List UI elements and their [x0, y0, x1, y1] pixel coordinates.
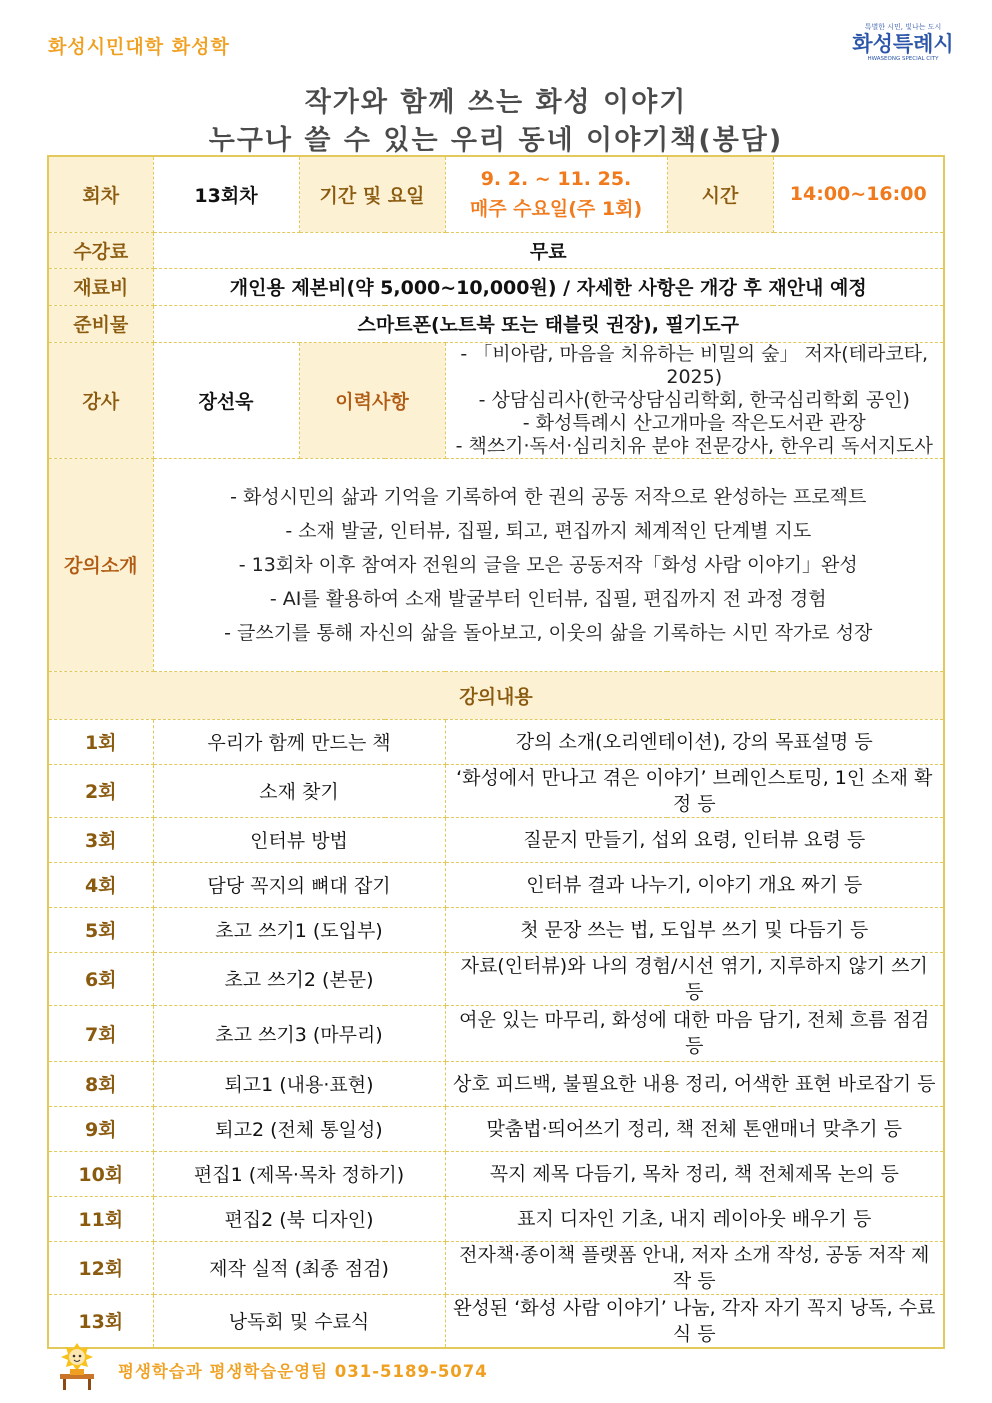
session-topic: 편집1 (제목·목차 정하기)	[153, 1151, 445, 1196]
session-topic: 제작 실적 (최종 점검)	[153, 1241, 445, 1294]
info-row-intro	[48, 458, 944, 671]
period-label: 기간 및 요일	[299, 156, 445, 232]
course-info-table	[47, 155, 945, 1349]
session-topic: 인터뷰 방법	[153, 817, 445, 862]
session-row	[48, 1151, 944, 1196]
content-header-row	[48, 671, 944, 719]
intro-label: 강의소개	[48, 458, 153, 671]
logo-subtitle: HWASEONG SPECIAL CITY	[867, 56, 939, 62]
career-item: - 상담심리사(한국상담심리학회, 한국심리학회 공인)	[478, 388, 910, 411]
session-topic: 초고 쓰기2 (본문)	[153, 952, 445, 1005]
fee-value: 무료	[153, 232, 944, 268]
material-value: 개인용 제본비(약 5,000~10,000원) / 자세한 사항은 개강 후 재안내 예정	[153, 268, 944, 305]
session-row	[48, 1241, 944, 1294]
session-number: 6회	[48, 952, 153, 1005]
session-topic: 퇴고1 (내용·표현)	[153, 1061, 445, 1106]
logo-name: 화성특례시	[852, 32, 954, 56]
prep-label: 준비물	[48, 305, 153, 342]
session-topic: 우리가 함께 만드는 책	[153, 719, 445, 764]
session-topic: 초고 쓰기3 (마무리)	[153, 1005, 445, 1061]
period-weekday: 매주 수요일(주 1회)	[469, 198, 643, 221]
session-row	[48, 719, 944, 764]
info-row-instructor	[48, 342, 944, 458]
period-dates: 9. 2. ~ 11. 25.	[480, 168, 632, 191]
session-row	[48, 952, 944, 1005]
session-detail: 첫 문장 쓰는 법, 도입부 쓰기 및 다듬기 등	[445, 907, 944, 952]
info-row-material	[48, 268, 944, 305]
session-detail: 완성된 ‘화성 사람 이야기’ 나눔, 각자 자기 꼭지 낭독, 수료식 등	[445, 1294, 944, 1348]
session-detail: 상호 피드백, 불필요한 내용 정리, 어색한 표현 바로잡기 등	[445, 1061, 944, 1106]
intro-item: - 13회차 이후 참여자 전원의 글을 모은 공동저작「화성 사람 이야기」완성	[238, 553, 858, 576]
content-section-title: 강의내용	[48, 671, 944, 719]
info-row-fee	[48, 232, 944, 268]
info-row-schedule	[48, 156, 944, 232]
session-number: 5회	[48, 907, 153, 952]
session-number: 1회	[48, 719, 153, 764]
session-detail: 자료(인터뷰)와 나의 경험/시선 엮기, 지루하지 않기 쓰기 등	[445, 952, 944, 1005]
session-row	[48, 1106, 944, 1151]
page-subtitle: 누구나 쓸 수 있는 우리 동네 이야기책(봉담)	[208, 125, 784, 156]
session-detail: 표지 디자인 기초, 내지 레이아웃 배우기 등	[445, 1196, 944, 1241]
round-label: 회차	[48, 156, 153, 232]
prep-value: 스마트폰(노트북 또는 태블릿 권장), 필기도구	[153, 305, 944, 342]
session-number: 9회	[48, 1106, 153, 1151]
info-row-prep	[48, 305, 944, 342]
session-detail: 인터뷰 결과 나누기, 이야기 개요 짜기 등	[445, 862, 944, 907]
session-row	[48, 817, 944, 862]
intro-item: - 글쓰기를 통해 자신의 삶을 돌아보고, 이웃의 삶을 기록하는 시민 작가로 성장	[224, 621, 873, 644]
session-topic: 퇴고2 (전체 통일성)	[153, 1106, 445, 1151]
career-item: - 「비아람, 마음을 치유하는 비밀의 숲」 저자(테라코타, 2025)	[460, 342, 929, 388]
session-topic: 초고 쓰기1 (도입부)	[153, 907, 445, 952]
material-label: 재료비	[48, 268, 153, 305]
session-detail: 꼭지 제목 다듬기, 목차 정리, 책 전체제목 논의 등	[445, 1151, 944, 1196]
session-number: 3회	[48, 817, 153, 862]
round-value: 13회차	[153, 156, 299, 232]
intro-item: - 소재 발굴, 인터뷰, 집필, 퇴고, 편집까지 체계적인 단계별 지도	[285, 519, 812, 542]
session-number: 10회	[48, 1151, 153, 1196]
period-value	[445, 156, 667, 232]
page-title: 작가와 함께 쓰는 화성 이야기	[304, 87, 688, 118]
session-row	[48, 862, 944, 907]
session-row	[48, 1005, 944, 1061]
intro-list	[153, 458, 944, 671]
session-detail: 전자책·종이책 플랫폼 안내, 저자 소개 작성, 공동 저작 제작 등	[445, 1241, 944, 1294]
footer-contact: 평생학습과 평생학습운영팀 031-5189-5074	[118, 1362, 488, 1381]
session-number: 12회	[48, 1241, 153, 1294]
mascot-icon	[56, 1338, 98, 1390]
session-topic: 편집2 (북 디자인)	[153, 1196, 445, 1241]
session-detail: 질문지 만들기, 섭외 요령, 인터뷰 요령 등	[445, 817, 944, 862]
session-detail: 강의 소개(오리엔테이션), 강의 목표설명 등	[445, 719, 944, 764]
session-topic: 소재 찾기	[153, 764, 445, 817]
intro-item: - 화성시민의 삶과 기억을 기록하여 한 권의 공동 저작으로 완성하는 프로젝트	[230, 485, 867, 508]
session-number: 13회	[48, 1294, 153, 1348]
session-topic: 담당 꼭지의 뼈대 잡기	[153, 862, 445, 907]
session-row	[48, 907, 944, 952]
session-number: 11회	[48, 1196, 153, 1241]
logo-slogan: 특별한 시민, 빛나는 도시	[864, 23, 942, 31]
session-number: 8회	[48, 1061, 153, 1106]
career-item: - 화성특례시 산고개마을 작은도서관 관장	[522, 411, 866, 434]
session-detail: 여운 있는 마무리, 화성에 대한 마음 담기, 전체 흐름 점검 등	[445, 1005, 944, 1061]
session-detail: ‘화성에서 만나고 겪은 이야기’ 브레인스토밍, 1인 소재 확정 등	[445, 764, 944, 817]
session-row	[48, 764, 944, 817]
fee-label: 수강료	[48, 232, 153, 268]
session-number: 7회	[48, 1005, 153, 1061]
career-item: - 책쓰기·독서·심리치유 분야 전문강사, 한우리 독서지도사	[455, 434, 933, 457]
session-topic: 낭독회 및 수료식	[153, 1294, 445, 1348]
session-list	[48, 719, 944, 1348]
time-value: 14:00~16:00	[773, 156, 944, 232]
instructor-name: 장선욱	[153, 342, 299, 458]
career-label: 이력사항	[299, 342, 445, 458]
session-row	[48, 1061, 944, 1106]
session-row	[48, 1294, 944, 1348]
intro-item: - AI를 활용하여 소재 발굴부터 인터뷰, 집필, 편집까지 전 과정 경험	[269, 587, 827, 610]
city-logo	[848, 22, 958, 68]
session-detail: 맞춤법·띄어쓰기 정리, 책 전체 톤앤매너 맞추기 등	[445, 1106, 944, 1151]
session-number: 4회	[48, 862, 153, 907]
session-row	[48, 1196, 944, 1241]
session-number: 2회	[48, 764, 153, 817]
career-list	[445, 342, 944, 458]
time-label: 시간	[667, 156, 773, 232]
org-name: 화성시민대학 화성학	[48, 36, 230, 58]
instructor-label: 강사	[48, 342, 153, 458]
